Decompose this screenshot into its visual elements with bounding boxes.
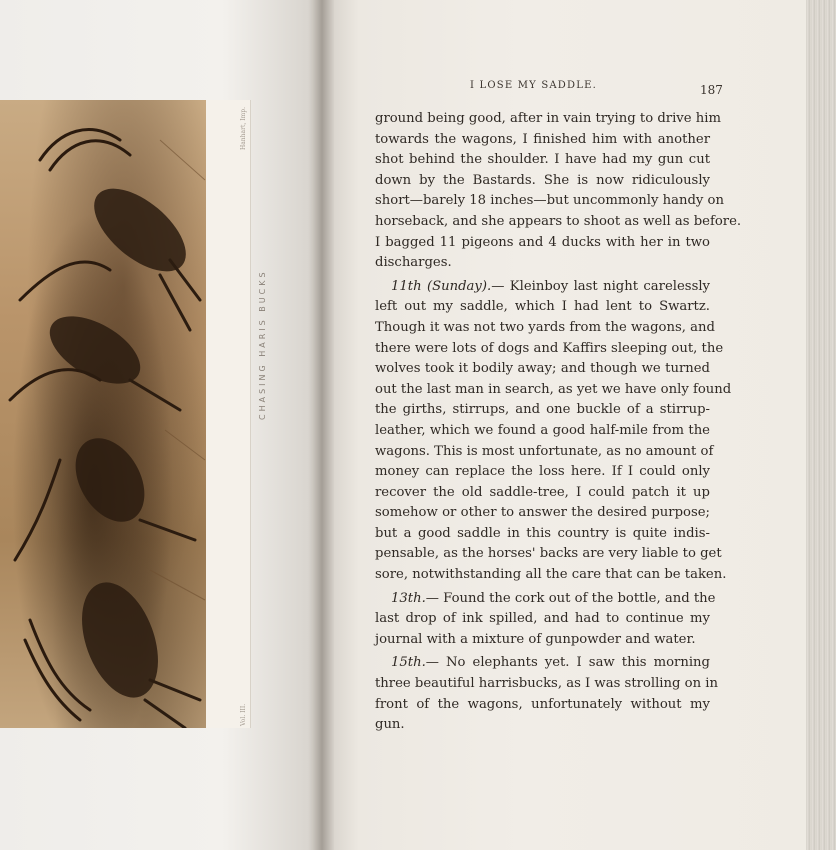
text-line: last drop of ink spilled, and had to continue my: [375, 611, 710, 627]
text-line: [375, 653, 710, 674]
text-line: there were lots of dogs and Kaffirs sleeping out, the: [375, 340, 724, 356]
text-line: the girths, stirrups, and one buckle of a stirrup-: [375, 402, 710, 418]
plate-engraver-credit: Hanhart, Imp.: [240, 106, 247, 150]
text-line: out the last man in search, as yet we have only found: [375, 381, 732, 397]
entry-date: 13th.: [391, 590, 426, 606]
text-line: money can replace the loss here. If I could only: [375, 464, 710, 480]
paragraph-11th: [375, 277, 732, 586]
entry-text: — Found the cork out of the bottle, and the: [425, 590, 716, 606]
text-line: journal with a mixture of gunpowder and water.: [375, 631, 696, 647]
text-line: leather, which we found a good half-mile from the: [375, 422, 710, 438]
running-head: I LOSE MY SADDLE.: [470, 80, 597, 91]
page-number: 187: [700, 83, 723, 97]
text-line: shot behind the shoulder. I have had my gun cut: [375, 152, 710, 168]
text-line: [375, 277, 710, 298]
antelope-engraving: [0, 100, 206, 728]
text-line: Though it was not two yards from the wagons, and: [375, 319, 715, 335]
text-line: I bagged 11 pigeons and 4 ducks with her in two: [375, 234, 710, 250]
text-line: [375, 589, 716, 610]
entry-date: 15th.: [391, 655, 426, 671]
text-line: but a good saddle in this country is quite indis-: [375, 525, 710, 541]
paragraph-15th: [375, 653, 718, 735]
text-line: gun.: [375, 717, 405, 733]
text-line: discharges.: [375, 255, 452, 271]
text-line: left out my saddle, which I had lent to Swartz.: [375, 299, 710, 315]
page-edges: [806, 0, 836, 850]
book-gutter: [312, 0, 334, 850]
illustration-plate: [0, 100, 251, 728]
plate-volume-note: Vol. III.: [240, 703, 247, 726]
body-text: [375, 109, 742, 736]
entry-date: 11th (Sunday).: [391, 278, 492, 294]
text-line: down by the Bastards. She is now ridiculously: [375, 172, 710, 188]
text-line: short—barely 18 inches—but uncommonly handy on: [375, 193, 724, 209]
entry-text: — Kleinboy last night carelessly: [491, 278, 711, 294]
text-line: towards the wagons, I finished him with another: [375, 131, 710, 147]
text-line: horseback, and she appears to shoot as well as before.: [375, 213, 742, 229]
text-line: recover the old saddle-tree, I could patch it up: [375, 484, 710, 500]
text-line: pensable, as the horses' backs are very liable to get: [375, 546, 722, 562]
text-line: sore, notwithstanding all the care that can be taken.: [375, 567, 727, 583]
text-line: wagons. This is most unfortunate, as no amount of: [375, 443, 714, 459]
text-line: ground being good, after in vain trying to drive him: [375, 111, 721, 126]
text-line: wolves took it bodily away; and though we turned: [375, 361, 710, 377]
entry-text: — No elephants yet. I saw this morning: [425, 655, 710, 671]
text-line: front of the wagons, unfortunately without my: [375, 696, 710, 712]
plate-caption: CHASING HARIS BUCKS: [258, 269, 267, 420]
paragraph-13th: [375, 589, 716, 651]
antelope-herd-illustration: [0, 100, 206, 728]
paragraph-1: [375, 109, 742, 274]
text-line: somehow or other to answer the desired purpose;: [375, 505, 710, 521]
text-line: three beautiful harrisbucks, as I was strolling on in: [375, 676, 718, 692]
